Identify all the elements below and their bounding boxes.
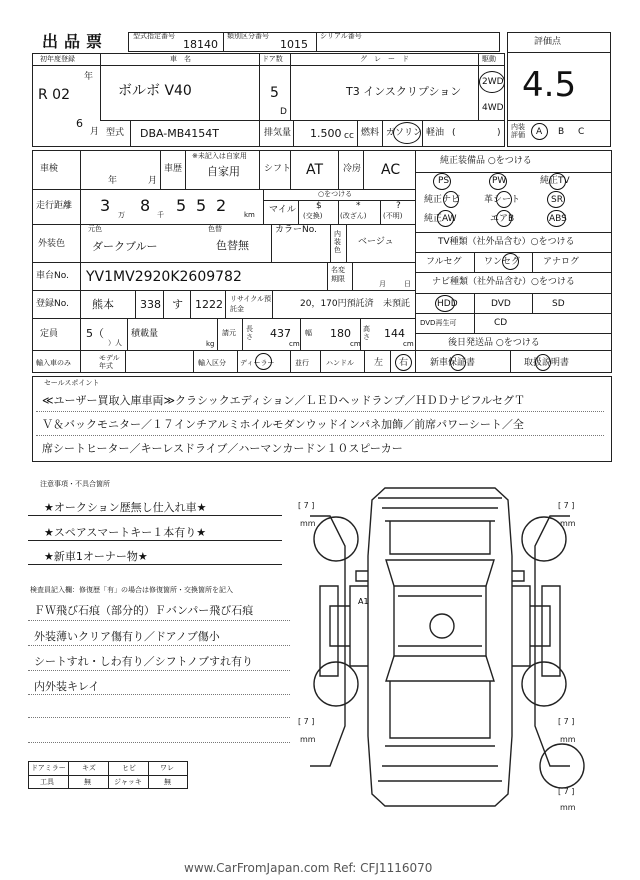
navi-dvd-play: DVD再生可 xyxy=(420,319,457,327)
equip-pw: PW xyxy=(492,176,507,186)
mileage-d1: 3 xyxy=(100,196,111,215)
navi-hdd: HDD xyxy=(437,299,458,309)
navi-dvd: DVD xyxy=(491,299,511,309)
inspector-line-2: 外装薄いクリア傷有り／ドアノブ傷小 xyxy=(34,630,220,643)
model-number-label: 型式指定番号 xyxy=(133,32,175,40)
legend-jack-value: 無 xyxy=(164,778,171,786)
car-name-label: 車 名 xyxy=(170,55,191,63)
load-label: 積載量 xyxy=(131,329,159,339)
footer-ref: www.CarFromJapan.com Ref: CFJ1116070 xyxy=(184,861,433,875)
color-change-label: 色替 xyxy=(208,225,222,233)
registration-region: 熊本 xyxy=(92,298,114,311)
ac-value: AC xyxy=(381,162,401,178)
original-color-label: 元色 xyxy=(88,225,102,233)
legend-scratch: キズ xyxy=(82,764,96,772)
mileage-d5: 2 xyxy=(216,196,227,215)
drive-2wd-circle xyxy=(479,71,505,93)
interior-color-label: 内装色 xyxy=(334,230,341,254)
model-number-value: 18140 xyxy=(183,38,218,51)
navi-sd: SD xyxy=(552,299,565,309)
history-label: 車歴 xyxy=(164,164,183,174)
mileage-mark-title: ○をつける xyxy=(318,190,353,198)
category-number-label: 類別区分番号 xyxy=(227,32,269,40)
note-3: ★新車1オーナー物★ xyxy=(44,550,148,563)
navi-title: ナビ種類（社外品含む）○をつける xyxy=(432,277,575,287)
equip-tv: 純正TV xyxy=(540,176,570,186)
vin-label: 車台No. xyxy=(36,271,69,281)
legend-break: ワレ xyxy=(160,764,174,772)
mileage-unit: km xyxy=(244,211,255,219)
height-label: 高さ xyxy=(363,325,370,341)
color-no-label: カラーNo. xyxy=(275,225,317,235)
first-reg-label: 初年度登録 xyxy=(40,55,75,63)
drive-4wd: 4WD xyxy=(482,103,504,113)
tire-fl-tread: [ 7 ] xyxy=(298,501,315,510)
displacement-label: 排気量 xyxy=(264,128,292,138)
note-1: ★オークション歴無し仕入れ車★ xyxy=(44,501,207,514)
damage-mark-a1: A1 xyxy=(358,597,369,606)
mileage-opt1-sub: (交換) xyxy=(303,212,323,220)
capacity-value: 5（ xyxy=(86,327,104,340)
shaken-month-unit: 月 xyxy=(148,176,158,186)
score-value: 4.5 xyxy=(522,65,577,105)
airbag-circle xyxy=(496,210,512,227)
mileage-u2: 千 xyxy=(157,211,164,219)
mileage-u1: 万 xyxy=(118,211,125,219)
mileage-opt1: $ xyxy=(316,201,322,211)
length-value: 437 xyxy=(270,327,291,340)
vin-value: YV1MV2920K2609782 xyxy=(86,269,242,285)
leather-circle xyxy=(496,191,512,208)
inspector-line-3: シートすれ・しわ有り／シフトノブすれ有り xyxy=(34,655,254,668)
interior-b: B xyxy=(558,127,565,137)
capacity-label: 定員 xyxy=(40,329,59,339)
dealer-circle xyxy=(255,353,272,370)
navi-circle xyxy=(443,191,459,208)
interior-score-label: 内装評価 xyxy=(511,123,525,139)
mileage-opt3-sub: (不明) xyxy=(383,212,403,220)
name-change-month: 月 xyxy=(379,280,386,288)
color-change-value: 色替無 xyxy=(216,239,249,252)
equip-airbag: エアB xyxy=(490,214,515,224)
tv-fullseg: フルセグ xyxy=(426,257,462,267)
warranty-circle xyxy=(450,354,466,371)
legend-door-mirror: ドアミラー xyxy=(31,764,66,772)
sales-line-2: Ｖ＆バックモニター／１７インチアルミホイルモダンウッドインパネ加飾／前席パワーシート／全 xyxy=(42,418,524,431)
shift-label: シフト xyxy=(264,164,292,174)
type-label: 型式 xyxy=(106,128,125,138)
import-type-label: 輸入区分 xyxy=(198,359,226,367)
tire-fr-tread: [ 7 ] xyxy=(558,501,575,510)
tire-fr-unit: mm xyxy=(560,519,576,528)
height-value: 144 xyxy=(384,327,405,340)
load-unit: kg xyxy=(206,340,215,348)
first-reg-month-unit: 月 xyxy=(90,127,100,137)
drive-label: 駆動 xyxy=(482,55,496,63)
interior-a-circle xyxy=(531,123,548,140)
inspector-line-1: ＦＷ飛び石痕（部分的）Ｆバンパー飛び石痕 xyxy=(34,604,254,617)
fuel-label: 燃料 xyxy=(361,128,380,138)
recycle-value: 20，170円預託済 xyxy=(300,299,374,309)
tire-rr-unit: mm xyxy=(560,735,576,744)
tire-rl-tread: [ 7 ] xyxy=(298,717,315,726)
equip-ps: PS xyxy=(438,176,450,186)
grade-label: グ レ ー ド xyxy=(360,55,409,63)
import-dealer: ディーラー xyxy=(240,359,275,367)
shift-value: AT xyxy=(306,162,324,178)
history-value: 自家用 xyxy=(207,165,240,178)
door-count: 5 xyxy=(270,85,279,101)
name-change-day: 日 xyxy=(404,280,411,288)
drive-2wd: 2WD xyxy=(482,77,504,87)
model-year-label: モデル年式 xyxy=(99,354,120,370)
mileage-d4: 5 xyxy=(196,196,207,215)
registration-label: 登録No. xyxy=(36,299,69,309)
type-value: DBA-MB4154T xyxy=(140,127,220,140)
ac-label: 冷房 xyxy=(343,164,362,174)
equip-abs: ABS xyxy=(549,214,567,224)
light-oil-label: 軽油 xyxy=(426,128,445,138)
equip-navi: 純正ナビ xyxy=(424,195,461,205)
first-reg-month: 6 xyxy=(76,117,83,130)
legend-crack: ヒビ xyxy=(122,764,136,772)
registration-number: 1222 xyxy=(195,298,223,311)
legend-tools: 工具 xyxy=(40,778,54,786)
later-manual: 取扱説明書 xyxy=(524,358,570,368)
req-label: 請元 xyxy=(222,329,236,337)
width-unit: cm xyxy=(350,340,361,348)
abs-circle xyxy=(547,210,566,227)
tire-rr-tread: [ 7 ] xyxy=(558,717,575,726)
sales-line-3: 席シートヒーター／キーレスドライブ／ハーマンカードン１０スピーカー xyxy=(42,442,403,455)
car-name-value: ボルボ V40 xyxy=(118,83,192,99)
door-type: D xyxy=(280,107,287,117)
height-unit: cm xyxy=(403,340,414,348)
sheet-title: 出品票 xyxy=(42,32,109,51)
name-change-label: 名変期限 xyxy=(331,266,345,283)
registration-kana: す xyxy=(172,298,183,311)
tire-spare-tread: [ 7 ] xyxy=(558,787,575,796)
oneseg-circle xyxy=(502,253,519,270)
tv-oneseg: ワンセグ xyxy=(484,257,521,267)
equip-sr: SR xyxy=(551,195,563,205)
import-parallel: 並行 xyxy=(295,359,309,367)
equip-aw: 純正AW xyxy=(424,214,457,224)
mileage-d2: 8 xyxy=(140,196,151,215)
legend-tools-value: 無 xyxy=(84,778,91,786)
tv-title: TV種類（社外品含む）○をつける xyxy=(438,237,575,247)
aw-circle xyxy=(437,210,454,227)
later-warranty: 新車保証書 xyxy=(430,358,476,368)
sr-circle xyxy=(547,191,565,208)
fuel-circle xyxy=(393,122,421,144)
width-label: 幅 xyxy=(305,329,312,337)
category-number-value: 1015 xyxy=(280,38,308,51)
notes-title: 注意事項・不具合箇所 xyxy=(40,480,110,488)
tire-rl-unit: mm xyxy=(300,735,316,744)
right-handle-circle xyxy=(395,354,412,371)
handle-right: 右 xyxy=(399,358,409,368)
fuel-value: ガソリン xyxy=(386,128,423,138)
mileage-opt2-sub: (改ざん) xyxy=(340,212,367,220)
equip-leather: 革シート xyxy=(484,195,521,205)
equip-title: 純正装備品 ○をつける xyxy=(440,156,532,166)
later-title: 後日発送品 ○をつける xyxy=(448,338,540,348)
grade-value: T3 インスクリプション xyxy=(346,85,462,98)
length-unit: cm xyxy=(289,340,300,348)
pw-circle xyxy=(489,173,507,190)
hdd-circle xyxy=(435,295,455,312)
import-label: 輸入車のみ xyxy=(36,359,71,367)
tv-analog: アナログ xyxy=(543,257,580,267)
tv-circle xyxy=(549,173,566,190)
first-reg-era: R 02 xyxy=(38,87,70,103)
color-label: 外装色 xyxy=(38,239,66,249)
capacity-unit: ）人 xyxy=(108,339,122,347)
recycle-not-deposit: 未預託 xyxy=(383,299,411,309)
shaken-label: 車検 xyxy=(40,164,59,174)
mileage-opt2: * xyxy=(356,201,361,211)
handle-label: ハンドル xyxy=(326,359,354,367)
sales-line-1: ≪ユーザー買取入庫車両≫クラシックエディション／ＬＥＤヘッドランプ／ＨＤＤナビフルセグＴ xyxy=(42,394,526,407)
ps-circle xyxy=(433,173,451,190)
mileage-opt3: ? xyxy=(396,201,401,211)
shaken-year-unit: 年 xyxy=(108,176,118,186)
note-2: ★スペアスマートキー１本有り★ xyxy=(44,526,207,539)
tire-spare-unit: mm xyxy=(560,803,576,812)
displacement-unit: cc xyxy=(344,131,354,141)
width-value: 180 xyxy=(330,327,351,340)
mileage-label: 走行距離 xyxy=(36,201,73,211)
mile-label: マイル xyxy=(269,205,296,215)
registration-class: 338 xyxy=(140,298,161,311)
interior-color-value: ベージュ xyxy=(358,237,394,247)
tire-fl-unit: mm xyxy=(300,519,316,528)
door-label: ドア数 xyxy=(262,55,283,63)
recycle-label: リサイクル預託金 xyxy=(230,295,272,313)
first-reg-year-unit: 年 xyxy=(84,72,94,82)
manual-circle xyxy=(535,354,551,371)
sales-point-label: セールスポイント xyxy=(44,379,100,387)
mileage-d3: 5 xyxy=(176,196,187,215)
length-label: 長さ xyxy=(246,325,253,341)
score-label: 評価点 xyxy=(534,37,562,47)
car-damage-diagram xyxy=(290,476,610,816)
original-color-value: ダークブルー xyxy=(92,240,158,253)
navi-cd: CD xyxy=(494,318,508,328)
interior-c: C xyxy=(578,127,585,137)
serial-number-label: シリアル番号 xyxy=(320,32,362,40)
inspector-title: 検査員記入欄：修復歴「有」の場合は修復箇所・交換箇所を記入 xyxy=(30,586,233,594)
inspector-line-4: 内外装キレイ xyxy=(34,680,100,693)
handle-left: 左 xyxy=(374,358,384,368)
interior-a: A xyxy=(536,127,543,137)
history-note: ※未記入は自家用 xyxy=(192,152,247,160)
legend-jack: ジャッキ xyxy=(114,778,142,786)
displacement-value: 1.500 xyxy=(310,127,342,140)
